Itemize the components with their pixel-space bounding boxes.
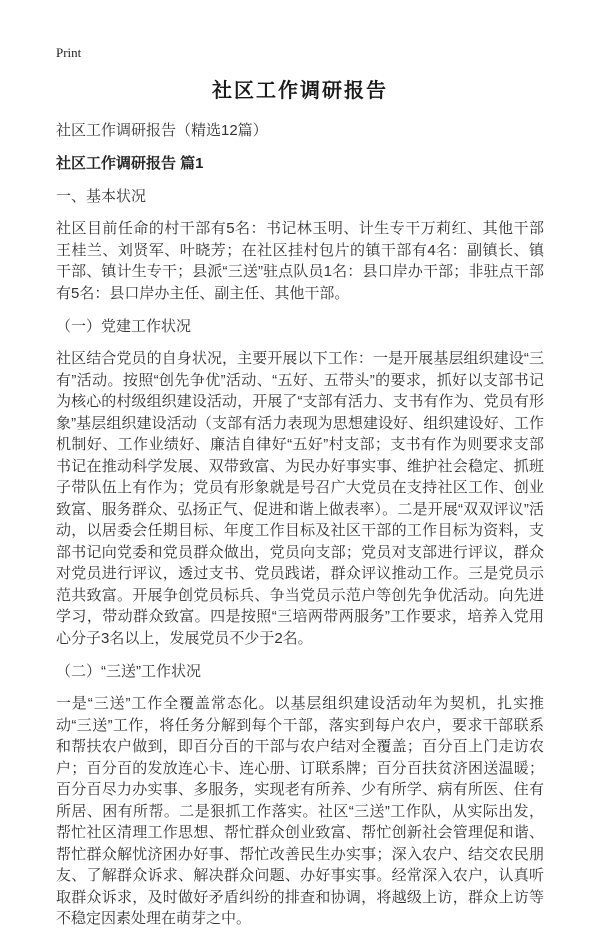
section-heading-three-deliveries: （二）“三送”工作状况: [56, 663, 201, 680]
section-heading-basic-status: 一、基本状况: [56, 188, 147, 205]
document-title: 社区工作调研报告: [212, 80, 388, 102]
document-subtitle: 社区工作调研报告（精选12篇）: [56, 122, 268, 139]
paragraph-party-building: 社区结合党员的自身状况，主要开展以下工作：一是开展基层组织建设“三有”活动。按照“创先争优”活动、“五好、五带头”的要求，抓好以支部书记为核心的村级组织建设活动，开展了“支部有活力、支书有作为、党员有形象”基层组织建设活动（支部有活力表现为思想建设好、组织建设好、工作机制好、工作业绩好、廉洁自律好“五好”村支部；支书有作为则要求支部书记在推动科学发展、双带致富、为民办好事实事、维护社会稳定、抓班子带队伍上有作为；党员有形象就是号召广大党员在支持社区工作、创业致富、服务群众、弘扬正气、促进和谐上做表率）。二是开展“双双评议”活动，以居委会任期目标、年度工作目标及社区干部的工作目标为资料，支部书记向党委和党员群众做出，党员向支部；党员对支部进行评议，群众对党员进行评议，透过支书、党员践诺，群众评议推动工作。三是党员示范共致富。开展争创党员标兵、争当党员示范户等创先争优活动。向先进学习，带动群众致富。四是按照“三培两带两服务”工作要求，培养入党用心分子3名以上，发展党员不少于2名。: [56, 350, 544, 647]
paragraph-three-deliveries: 一是“三送”工作全覆盖常态化。以基层组织建设活动年为契机，扎实推动“三送”工作，将任务分解到每个干部，落实到每户农户，要求干部联系和帮扶农户做到，即百分百的干部与农户结对全覆盖；百分百上门走访农户；百分百的发放连心卡、连心册、订联系牌；百分百扶贫济困送温暖；百分百尽力办实事、多服务，实现老有所养、少有所学、病有所医、住有所居、困有所帮。二是狠抓工作落实。社区“三送”工作队，从实际出发，帮忙社区清理工作思想、帮忙群众创业致富、帮忙创新社会管理促和谐、帮忙群众解忧济困办好事、帮忙改善民生办实事；深入农户、结交农民朋友、了解群众诉求、解决群众问题、办好事实事。经常深入农户，认真听取群众诉求，及时做好矛盾纠纷的排查和协调，将越级上访，群众上访等不稳定因素处理在萌芽之中。: [56, 695, 544, 927]
paragraph-basic-status: 社区目前任命的村干部有5名：书记林玉明、计生专干万莉红、其他干部王桂兰、刘贤军、叶晓芳；在社区挂村包片的镇干部有4名：副镇长、镇干部、镇计生专干；县派“三送”驻点队员1名：县口岸办干部；非驻点干部有5名：县口岸办主任、副主任、其他干部。: [56, 220, 544, 302]
article-heading: 社区工作调研报告 篇1: [56, 155, 204, 172]
section-heading-party-building: （一）党建工作状况: [56, 318, 192, 335]
print-link[interactable]: Print: [56, 45, 82, 60]
